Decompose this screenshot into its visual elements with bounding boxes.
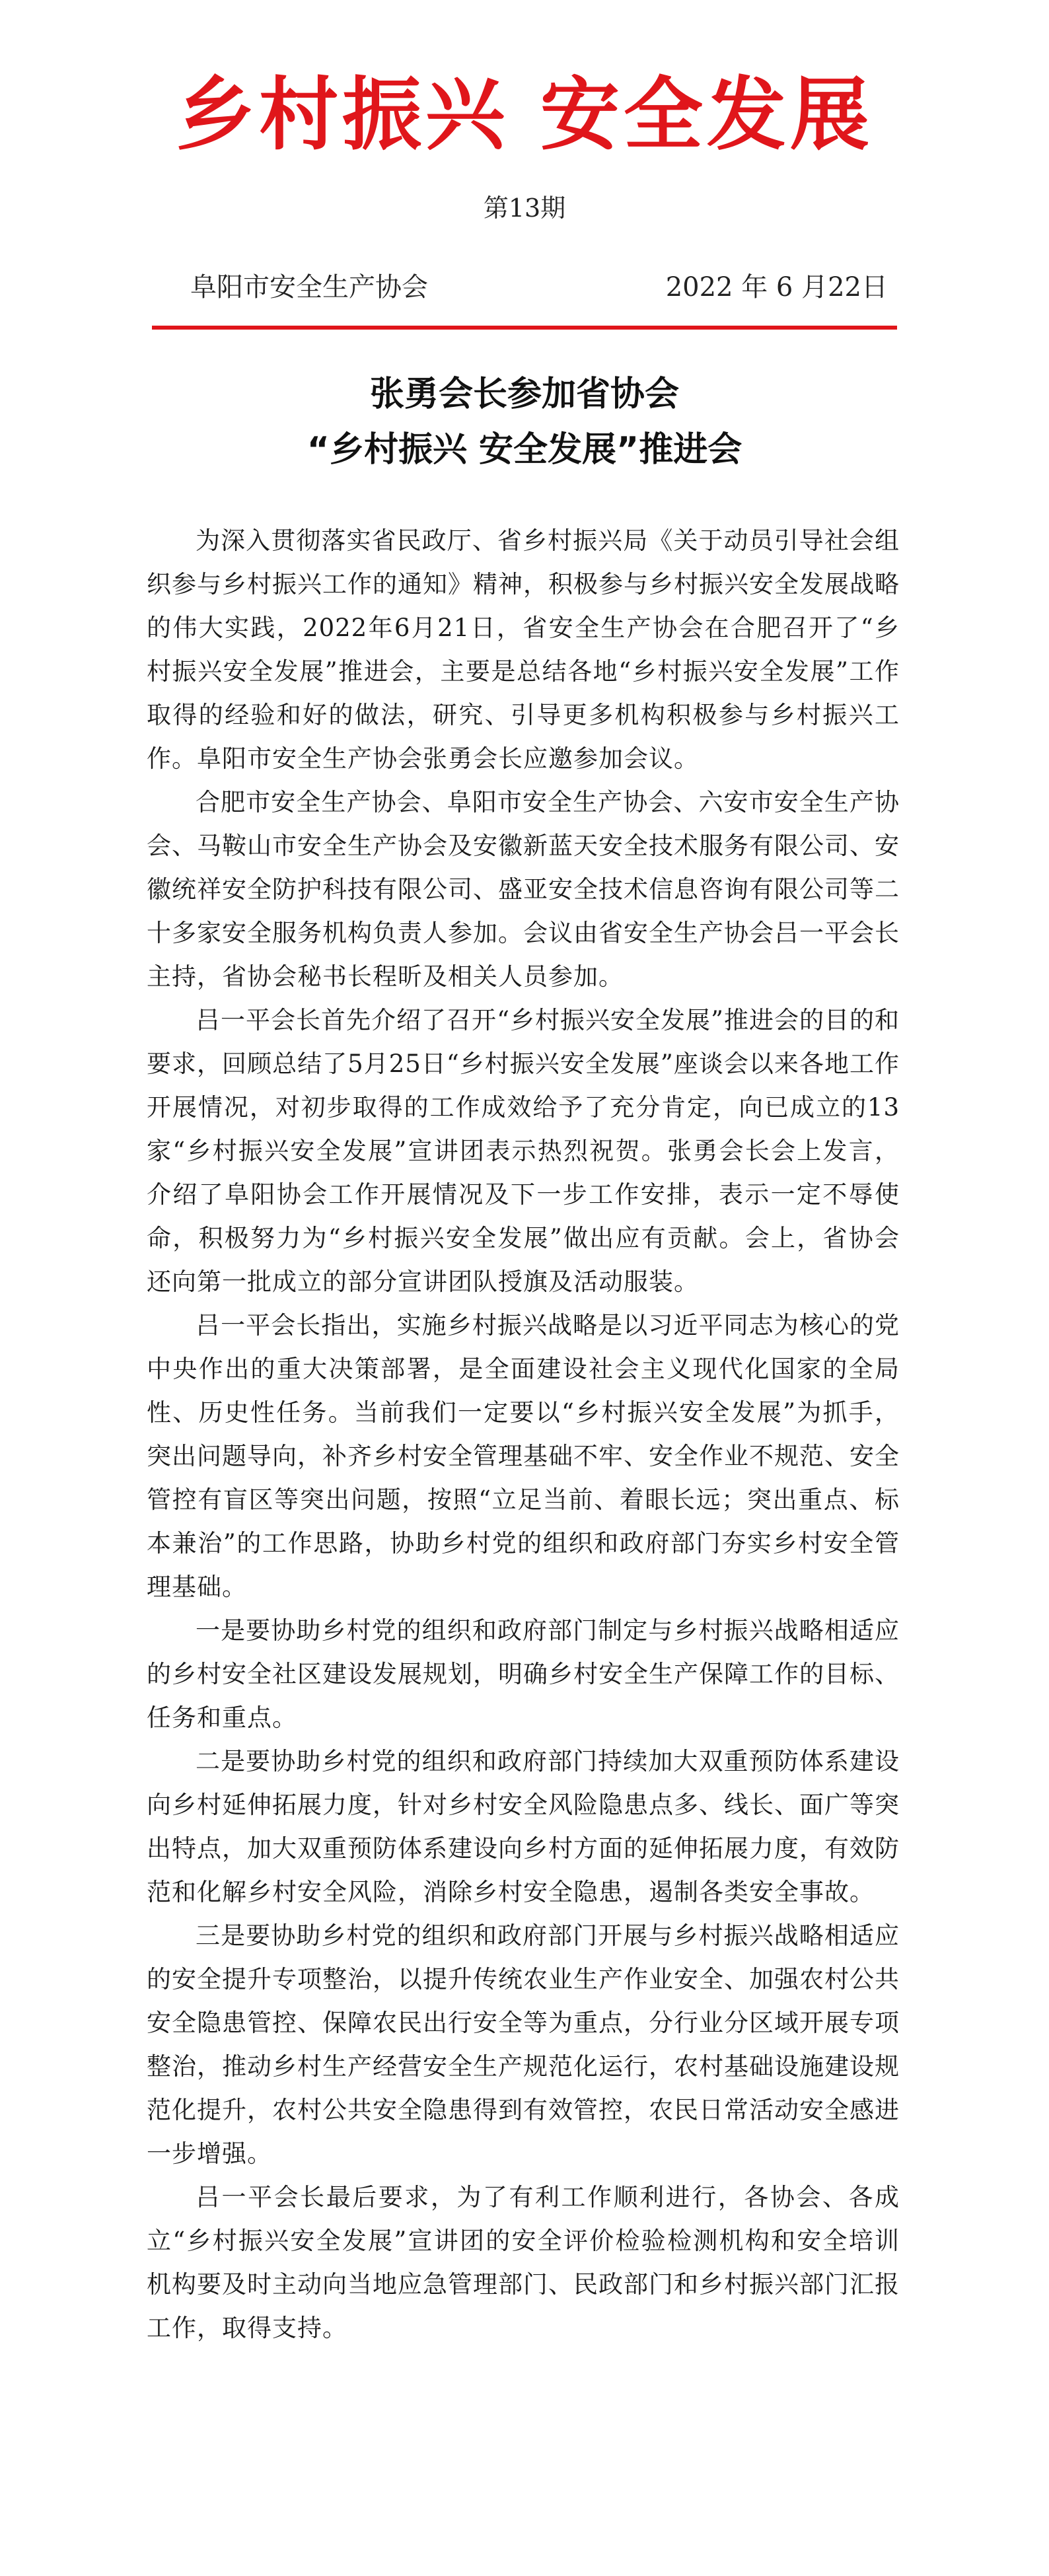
paragraph: 吕一平会长最后要求，为了有利工作顺利进行，各协会、各成立“乡村振兴安全发展”宣讲团的安全评价检验检测机构和安全培训机构要及时主动向当地应急管理部门、民政部门和乡村振兴部门汇报工作，取得支持。 — [147, 2183, 900, 2342]
paragraph: 吕一平会长指出，实施乡村振兴战略是以习近平同志为核心的党中央作出的重大决策部署，是全面建设社会主义现代化国家的全局性、历史性任务。当前我们一定要以“乡村振兴安全发展”为抓手，突出问题导向，补齐乡村安全管理基础不牢、安全作业不规范、安全管控有盲区等突出问题，按照“立足当前、着眼长远；突出重点、标本兼治”的工作思路，协助乡村党的组织和政府部门夯实乡村安全管理基础。 — [147, 1311, 900, 1601]
issue-number: 第13期 — [483, 194, 566, 223]
paragraph: 一是要协助乡村党的组织和政府部门制定与乡村振兴战略相适应的乡村安全社区建设发展规划，明确乡村安全生产保障工作的目标、任务和重点。 — [147, 1616, 900, 1732]
header-divider — [152, 326, 897, 330]
issuing-organization: 阜阳市安全生产协会 — [190, 272, 428, 303]
article-body — [147, 519, 900, 2350]
paragraph: 吕一平会长首先介绍了召开“乡村振兴安全发展”推进会的目的和要求，回顾总结了5月25日“乡村振兴安全发展”座谈会以来各地工作开展情况，对初步取得的工作成效给予了充分肯定，向已成立的13家“乡村振兴安全发展”宣讲团表示热烈祝贺。张勇会长会上发言，介绍了阜阳协会工作开展情况及下一步工作安排，表示一定不辱使命，积极努力为“乡村振兴安全发展”做出应有贡献。会上，省协会还向第一批成立的部分宣讲团队授旗及活动服装。 — [147, 1006, 900, 1296]
masthead-title: 乡村振兴 安全发展 — [176, 69, 873, 161]
article-title-line-1: 张勇会长参加省协会 — [369, 375, 679, 414]
paragraph: 二是要协助乡村党的组织和政府部门持续加大双重预防体系建设向乡村延伸拓展力度，针对乡村安全风险隐患点多、线长、面广等突出特点，加大双重预防体系建设向乡村方面的延伸拓展力度，有效防范和化解乡村安全风险，消除乡村安全隐患，遏制各类安全事故。 — [147, 1747, 900, 1906]
paragraph: 三是要协助乡村党的组织和政府部门开展与乡村振兴战略相适应的安全提升专项整治，以提升传统农业生产作业安全、加强农村公共安全隐患管控、保障农民出行安全等为重点，分行业分区域开展专项整治，推动乡村生产经营安全生产规范化运行，农村基础设施建设规范化提升，农村公共安全隐患得到有效管控，农民日常活动安全感进一步增强。 — [147, 1921, 900, 2168]
paragraph: 为深入贯彻落实省民政厅、省乡村振兴局《关于动员引导社会组织参与乡村振兴工作的通知》精神，积极参与乡村振兴安全发展战略的伟大实践，2022年6月21日，省安全生产协会在合肥召开了“乡村振兴安全发展”推进会，主要是总结各地“乡村振兴安全发展”工作取得的经验和好的做法，研究、引导更多机构积极参与乡村振兴工作。阜阳市安全生产协会张勇会长应邀参加会议。 — [147, 526, 900, 773]
paragraph: 合肥市安全生产协会、阜阳市安全生产协会、六安市安全生产协会、马鞍山市安全生产协会及安徽新蓝天安全技术服务有限公司、安徽统祥安全防护科技有限公司、盛亚安全技术信息咨询有限公司等二十多家安全服务机构负责人参加。会议由省安全生产协会吕一平会长主持，省协会秘书长程昕及相关人员参加。 — [147, 788, 900, 991]
article-title-line-2: “乡村振兴 安全发展”推进会 — [307, 430, 742, 470]
issue-date: 2022 年 6 月22日 — [665, 272, 888, 303]
article-title — [0, 367, 1049, 478]
